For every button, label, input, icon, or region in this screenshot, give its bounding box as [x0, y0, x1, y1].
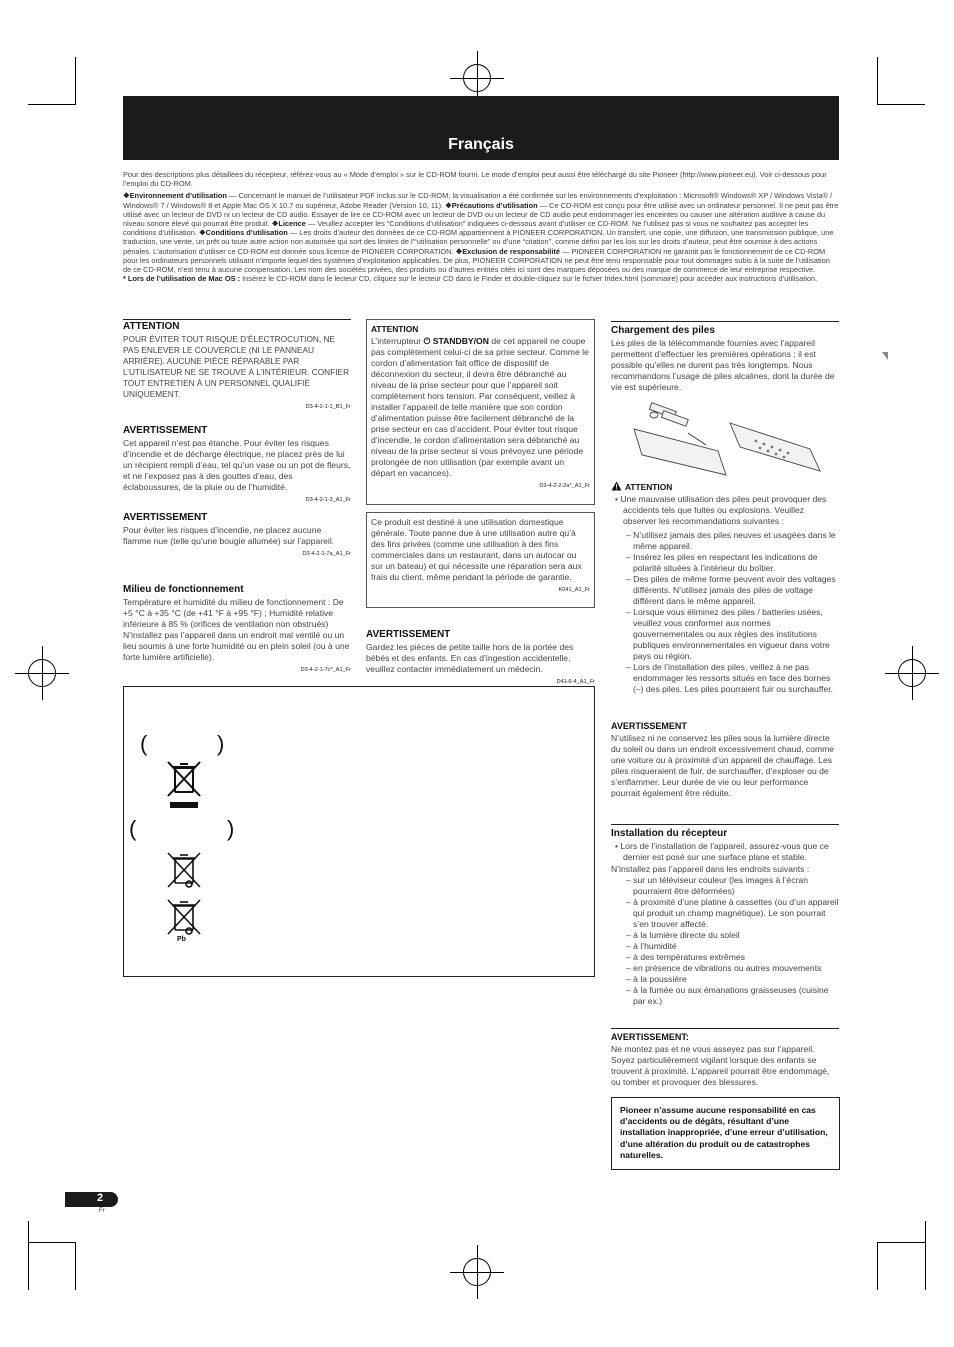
- milieu-code: D3-4-2-1-7c*_A1_Fr: [300, 667, 351, 673]
- avertissement-text: N’utilisez ni ne conservez les piles sous la lumière directe du soleil ou dans un endroit excessivement chaud, comme une voiture ou à proximité d’un appareil de chauffage. Les piles risqueraient de fuir, de surchauffer, d’exploser ou de s’enflammer. Leur durée de vie ou leur performance pourrait également être réduite.: [611, 733, 835, 798]
- avertissement-text: Ne montez pas et ne vous asseyez pas sur l’appareil. Soyez particulièrement vigilant lorsque des enfants se trouvent à proximité. L’appareil pourrait être endommagé, ou tomber et provoquer des blessures.: [611, 1044, 830, 1087]
- dash-item-text: Lorsque vous éliminez des piles / batteries usées, veuillez vous conformer aux normes gouvernementales ou aux règles des institutions publiques environnementales en vigueur dans votre pays ou région.: [633, 607, 830, 661]
- attention-bullet: • Une mauvaise utilisation des piles peut provoquer des accidents tels que fuites ou explosions. Veuillez observer les recommandations suivantes :: [615, 494, 827, 526]
- col2-domestic-box: [366, 512, 595, 608]
- prec-text: — Ce CD-ROM est conçu pour être utilisé avec un ordinateur personnel. Il ne peut pas être utilisé avec un lecteur de DVD ni un lecteur de CD audio. Essayer de lire ce CD-ROM avec un lecteur de DVD ou un lecteur de CD audio peut endommager les enceintes ou causer une altération auditive à cause du niveau sonore élevé qui pourrait être produit.: [123, 200, 839, 229]
- domestic-text: Ce produit est destiné à une utilisation domestique générale. Toute panne due à une utilisation autre qu’à des fins privées (comme une utilisation à des fins commerciales dans un restaurant, dans un autocar ou sur un bateau) et qui nécessite une réparation sera aux frais du client, même pendant la période de garantie.: [371, 517, 582, 582]
- dash-item: [611, 662, 839, 695]
- dash-item: [611, 963, 839, 974]
- dash-marker: –: [626, 574, 634, 584]
- dash-item-text: en présence de vibrations ou autres mouvements: [633, 963, 822, 973]
- registration-mark-left: [28, 659, 56, 687]
- dash-item-text: à la poussière: [633, 974, 687, 984]
- dash-item: [611, 530, 839, 552]
- attention-text: POUR ÉVITER TOUT RISQUE D’ÉLECTROCUTION, NE PAS ENLEVER LE COUVERCLE (NI LE PANNEAU ARRIÈRE). AUCUNE PIÈCE RÉPARABLE PAR L’UTILISATEUR NE SE TROUVE À L’INTÉRIEUR. CONFIER TOUT ENTRETIEN À UN PERSONNEL QUALIFIÉ UNIQUEMENT.: [123, 334, 350, 399]
- installation-lead: N’installez pas l’appareil dans les endroits suivants :: [611, 864, 810, 874]
- dash-marker: –: [626, 662, 634, 672]
- dash-item-text: Insérez les piles en respectant les indications de polarité situées à l’intérieur du boîtier.: [633, 552, 818, 573]
- dash-marker: –: [626, 875, 634, 885]
- disclaimer-box: [611, 1097, 840, 1170]
- remote-battery-illustration: [626, 401, 822, 479]
- dash-marker: –: [626, 897, 634, 907]
- close-paren-1: ): [217, 731, 225, 756]
- attention-code: D3-4-2-1-1_B1_Fr: [305, 404, 351, 410]
- dash-item-text: à la lumière directe du soleil: [633, 930, 740, 940]
- dash-marker: –: [626, 963, 634, 973]
- col3-installation: [611, 824, 839, 1007]
- attention-title: ATTENTION: [371, 324, 419, 334]
- open-paren-2: (: [129, 816, 137, 841]
- close-paren-2: ): [227, 816, 235, 841]
- dash-item-text: à proximité d’une platine à cassettes (ou d’un appareil qui produit un champ magnétique). Le son pourrait s’en trouver affecté.: [633, 897, 839, 929]
- installation-dash-list: [611, 875, 839, 1007]
- avertissement-title: AVERTISSEMENT: [611, 721, 687, 731]
- avertissement-text: Pour éviter les risques d’incendie, ne placez aucune flamme nue (telle qu’une bougie allumée) sur l’appareil.: [123, 525, 335, 546]
- disclaimer-text: Pioneer n’assume aucune responsabilité en cas d’accidents ou de dégâts, résultant d’une installation inappropriée, d’une erreur d’utilisation, d’une altération du produit ou de catastrophes naturelles.: [620, 1105, 828, 1160]
- prec-label: ❖Précautions d’utilisation: [445, 200, 538, 210]
- dash-item-text: à des températures extrêmes: [633, 952, 745, 962]
- attention-title: ATTENTION: [625, 482, 673, 492]
- dash-item: [611, 552, 839, 574]
- lic-label: ❖Licence: [271, 219, 306, 229]
- env-text: — Concernant le manuel de l’utilisateur PDF inclus sur le CD-ROM, la visualisation a été confirmée sur les environnements d’exploitation : Microsoft® Windows® XP / Windows Vista® / Windows® 7 / Windows® 8 et Apple Mac OS X 10.7 ou supérieur, Adobe Reader (Version 10, 11).: [123, 191, 833, 210]
- power-icon: ⏻: [423, 336, 431, 346]
- avertissement-text: Cet appareil n’est pas étanche. Pour éviter les risques d’incendie et de décharge électrique, ne placez près de lui un récipient rempli d’eau, tel qu’un vase ou un pot de fleurs, et ne l’exposez pas à des gouttes d’eau, des éclaboussures, de la pluie ou de l’humidité.: [123, 438, 351, 492]
- page-title: Français: [448, 136, 514, 153]
- dash-marker: –: [626, 941, 634, 951]
- dash-item-text: Lors de l’installation des piles, veillez à ne pas endommager les ressorts situés en face des bornes (–) des piles. Les piles pourraient fuir ou surchauffer.: [633, 662, 833, 694]
- page-number-tab: [65, 1192, 118, 1207]
- intro-terms: [123, 191, 839, 283]
- attention-bullet-text: Une mauvaise utilisation des piles peut provoquer des accidents tels que fuites ou explosions. Veuillez observer les recommandations suivantes :: [620, 494, 827, 526]
- dash-item-text: sur un téléviseur couleur (les images à l’écran pourraient être déformées): [633, 875, 808, 896]
- weee-box: [123, 686, 595, 977]
- col1-milieu: [123, 584, 351, 673]
- col2-avertissement: [366, 629, 595, 685]
- dash-item: [611, 952, 839, 963]
- attention-code: D3-4-2-2-2a*_A1_Fr: [539, 483, 590, 489]
- page-title-banner: [123, 96, 839, 160]
- crossed-bin-icon: [164, 849, 204, 891]
- avertissement-title: AVERTISSEMENT: [366, 629, 451, 640]
- attention-text-post: de cet appareil ne coupe pas complètement celui-ci de sa prise secteur. Comme le cordon d’alimentation fait office de dispositif de déconnexion du secteur, il devra être débranché au niveau de la prise secteur pour que l’appareil soit complètement hors tension. Par conséquent, veillez à installer l’appareil de telle manière que son cordon d’alimentation puisse être facilement débranché de la prise secteur en cas d’accident. Pour éviter tout risque d’incendie, le cordon d’alimentation sera débranché au niveau de la prise secteur si vous prévoyez une période prolongée de non utilisation (par exemple avant un départ en vacances).: [371, 336, 589, 478]
- avertissement-code: D3-4-2-1-7a_A1_Fr: [302, 551, 351, 557]
- cond-text: — Les droits d’auteur des données de ce CD-ROM appartiennent à PIONEER CORPORATION. Un transfert, une copie, une diffusion, une transmission publique, une traduction, une vente, un prêt ou toute autre action non autorisée qui sort des limites de l’“utilisation personnelle” ou d’une “citation”, comme défini par les lois sur les droits d’auteur, peut être soumise à des actions pénales. L’autorisation d’utiliser ce CD-ROM est donnée sous licence de PIONEER CORPORATION.: [123, 228, 834, 256]
- env-label: ❖Environnement d’utilisation: [123, 191, 227, 201]
- dash-marker: –: [626, 930, 634, 940]
- dash-marker: –: [626, 985, 634, 995]
- dash-item: [611, 941, 839, 952]
- registration-mark-bottom: [463, 1258, 491, 1286]
- attention-text: [371, 336, 590, 479]
- dash-item: [611, 875, 839, 897]
- dash-item-text: N’utilisez jamais des piles neuves et usagées dans le même appareil.: [633, 530, 836, 551]
- cond-label: ❖Conditions d’utilisation: [199, 228, 288, 238]
- avertissement-text: Gardez les pièces de petite taille hors de la portée des bébés et des enfants. En cas d’ingestion accidentelle, veuillez contacter immédiatement un médecin.: [366, 642, 574, 674]
- registration-mark-right: [898, 659, 926, 687]
- col1-avertissement-1: [123, 425, 351, 503]
- dash-item-text: à l’humidité: [633, 941, 677, 951]
- crossed-bin-icon: [164, 758, 204, 810]
- domestic-code: K041_A1_Fr: [558, 587, 590, 593]
- installation-bullet: • Lors de l’installation de l’appareil, assurez-vous que ce dernier est posé sur une surface plane et stable.: [615, 841, 829, 862]
- intro-paragraph: Pour des descriptions plus détaillées du récepteur, référez-vous au « Mode d’emploi » sur le CD-ROM fourni. Le mode d’emploi peut aussi être téléchargé du site Pioneer (http://www.pioneer.eu). Voir ci-dessous pour l’emploi du CD-ROM.: [123, 170, 827, 189]
- dash-marker: –: [626, 530, 634, 540]
- dash-item-text: Des piles de même forme peuvent avoir des voltages différents. N’utilisez jamais des piles de voltage différent dans le même appareil.: [633, 574, 836, 606]
- excl-text: — PIONEER CORPORATION ne garantit pas le fonctionnement de ce CD-ROM pour les ordinateurs personnels utilisant n’importe lequel des systèmes d’exploitation applicables. De plus, PIONEER CORPORATION ne peut être tenu responsable pour tout dommages subis à la suite de l’utilisation de ce CD-ROM, n’est tenu à aucune compensation. Les nom des sociétés privées, des produits ou d’autres entités cités ici sont des marques déposées ou des marque de commerce de leur entreprise respective.: [123, 246, 830, 275]
- avertissement-title: AVERTISSEMENT: [123, 512, 208, 523]
- avertissement-code: D41-6-4_A1_Fr: [556, 679, 595, 685]
- page-number: 2: [97, 1192, 104, 1204]
- attention-title: ATTENTION: [123, 321, 180, 332]
- dash-item: [611, 974, 839, 985]
- mac-label: * Lors de l’utilisation de Mac OS :: [123, 274, 241, 284]
- col1-attention: [123, 319, 351, 410]
- dash-item: [611, 607, 839, 662]
- attention-heading: [611, 481, 839, 492]
- open-paren-1: (: [140, 731, 148, 756]
- col3-avertissement-2: [611, 1028, 839, 1088]
- dash-marker: –: [626, 952, 634, 962]
- cd-rom-intro: [123, 170, 839, 286]
- col1-avertissement-2: [123, 512, 351, 557]
- dash-item: [611, 930, 839, 941]
- col3-attention: [611, 481, 839, 695]
- mac-text: Insérez le CD-ROM dans le lecteur CD, cliquez sur le lecteur CD dans le Finder et double-cliquez sur le fichier Index.html (sommaire) pour accéder aux instructions d’utilisation.: [240, 274, 818, 284]
- col3-avertissement-1: [611, 721, 839, 799]
- milieu-title: Milieu de fonctionnement: [123, 584, 244, 595]
- dash-marker: –: [626, 974, 634, 984]
- attention-dash-list: [611, 530, 839, 695]
- avertissement-code: D3-4-2-1-3_A1_Fr: [305, 497, 351, 503]
- dash-item: [611, 897, 839, 930]
- installation-bullet-text: Lors de l’installation de l’appareil, assurez-vous que ce dernier est posé sur une surface plane et stable.: [620, 841, 829, 862]
- warning-triangle-icon: [611, 481, 622, 491]
- crossed-bin-icon: [164, 896, 204, 938]
- side-marker-icon: [882, 352, 888, 360]
- standby-label: STANDBY/ON: [430, 336, 489, 346]
- col3-chargement: [611, 321, 839, 393]
- dash-item: [611, 985, 839, 1007]
- page-lang: Fr: [99, 1208, 105, 1214]
- excl-label: ❖Exclusion de responsabilité: [455, 246, 560, 256]
- col2-attention-box: [366, 319, 595, 505]
- lic-text: — Veuillez accepter les “Conditions d’utilisation” indiquées ci-dessous avant d’utiliser ce CD-ROM. Ne l’utilisez pas si vous ne souhaitez pas accepter les conditions d’utilisation.: [123, 219, 809, 238]
- milieu-text-1: Température et humidité du milieu de fonctionnement : De +5 °C à +35 °C (de +41 °F à +95 °F) ; Humidité relative inférieure à 85 % (orifices de ventilation non obstrués): [123, 597, 344, 629]
- milieu-text-2: N’installez pas l’appareil dans un endroit mal ventilé ou un lieu soumis à une forte humidité ou en plein soleil (ou à une forte lumière artificielle).: [123, 630, 350, 662]
- avertissement-title: AVERTISSEMENT: [123, 425, 208, 436]
- dash-marker: –: [626, 607, 634, 617]
- avertissement-title: AVERTISSEMENT:: [611, 1032, 689, 1042]
- dash-item-text: à la fumée ou aux émanations graisseuses (cuisine par ex.): [633, 985, 829, 1006]
- dash-item: [611, 574, 839, 607]
- chargement-title: Chargement des piles: [611, 325, 715, 336]
- chargement-text: Les piles de la télécommande fournies avec l’appareil permettent d’effectuer les premières opérations ; il est possible qu’elles ne durent pas très longtemps. Nous recommandons l’usage de piles alcalines, dont la durée de vie est supérieure.: [611, 338, 835, 392]
- dash-marker: –: [626, 552, 634, 562]
- installation-title: Installation du récepteur: [611, 828, 728, 839]
- attention-text-pre: L’interrupteur: [371, 336, 424, 346]
- pb-label: Pb: [177, 936, 186, 943]
- registration-mark-top: [463, 64, 491, 92]
